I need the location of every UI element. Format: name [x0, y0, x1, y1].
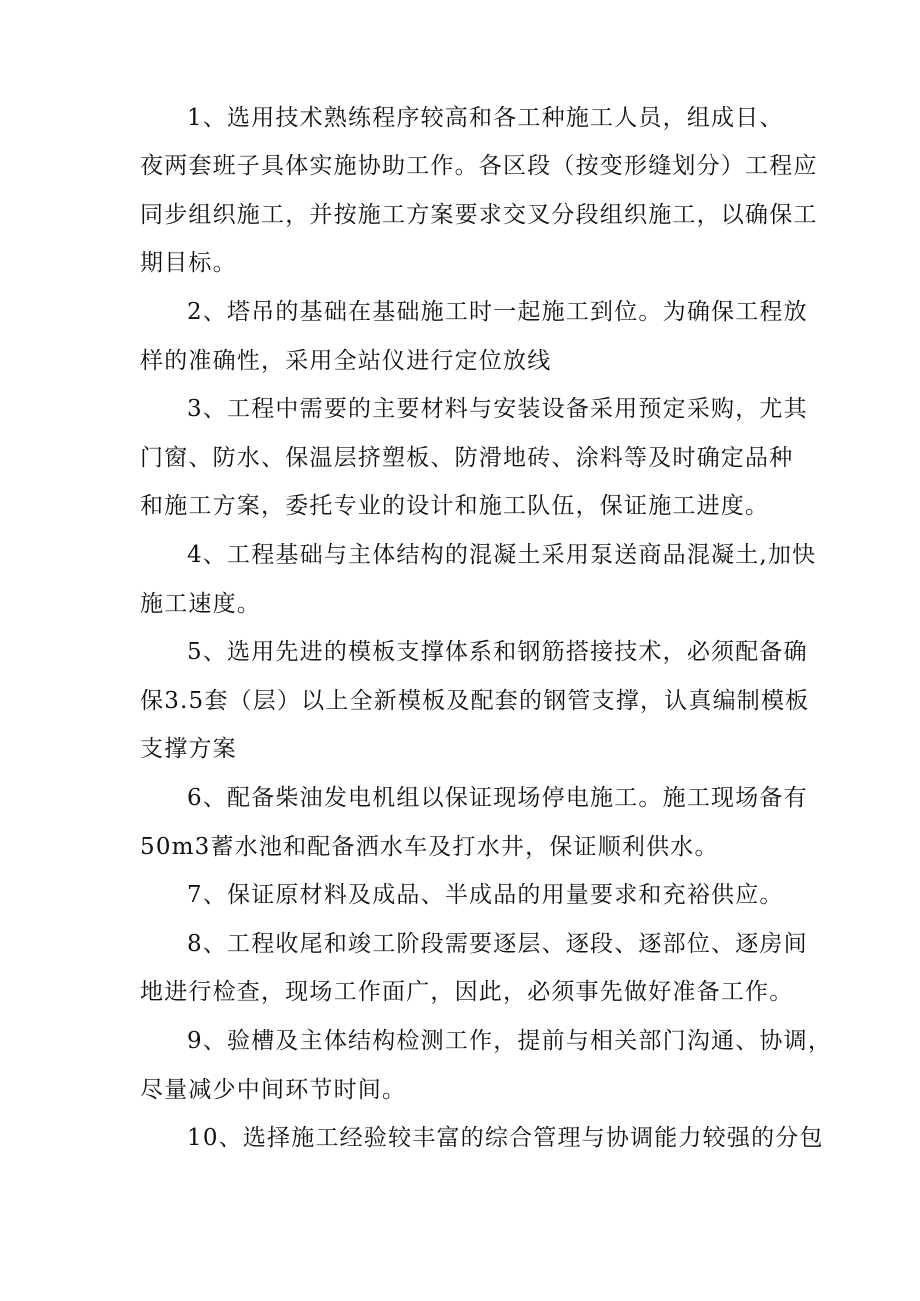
item-2-line-1: 2、塔吊的基础在基础施工时一起施工到位。为确保工程放 — [187, 299, 808, 325]
item-9-line-1: 9、验槽及主体结构检测工作，提前与相关部门沟通、协调， — [187, 1028, 833, 1054]
item-4-line-1: 4、工程基础与主体结构的混凝土采用泵送商品混凝土,加快 — [187, 542, 817, 568]
item-3-line-3: 和施工方案，委托专业的设计和施工队伍，保证施工进度。 — [140, 493, 770, 519]
item-5-line-2: 保3.5套（层）以上全新模板及配套的钢管支撑，认真编制模板 — [140, 688, 810, 714]
item-6-line-1: 6、配备柴油发电机组以保证现场停电施工。施工现场备有 — [187, 785, 808, 811]
item-1-line-3: 同步组织施工，并按施工方案要求交叉分段组织施工，以确保工 — [140, 202, 818, 228]
item-3-line-2: 门窗、防水、保温层挤塑板、防滑地砖、涂料等及时确定品种 — [140, 445, 794, 471]
item-4-line-2: 施工速度。 — [140, 591, 261, 617]
item-8-line-2: 地进行检查，现场工作面广，因此，必须事先做好准备工作。 — [140, 979, 794, 1005]
item-9-line-2: 尽量减少中间环节时间。 — [140, 1077, 407, 1103]
item-1-line-2: 夜两套班子具体实施协助工作。各区段（按变形缝划分）工程应 — [140, 153, 818, 179]
item-5-line-3: 支撑方案 — [140, 736, 237, 762]
item-3-line-1: 3、工程中需要的主要材料与安装设备采用预定采购，尤其 — [187, 396, 808, 422]
item-2-line-2: 样的准确性，采用全站仪进行定位放线 — [140, 348, 552, 374]
item-8-line-1: 8、工程收尾和竣工阶段需要逐层、逐段、逐部位、逐房间 — [187, 931, 808, 957]
item-5-line-1: 5、选用先进的模板支撑体系和钢筋搭接技术，必须配备确 — [187, 639, 808, 665]
item-1-line-1: 1、选用技术熟练程序较高和各工种施工人员，组成日、 — [187, 105, 784, 131]
item-7-line-1: 7、保证原材料及成品、半成品的用量要求和充裕供应。 — [187, 882, 784, 908]
item-1-line-4: 期目标。 — [140, 250, 237, 276]
item-10-line-1: 10、选择施工经验较丰富的综合管理与协调能力较强的分包 — [187, 1125, 824, 1151]
item-6-line-2: 50m3蓄水池和配备洒水车及打水井，保证顺利供水。 — [140, 834, 719, 860]
